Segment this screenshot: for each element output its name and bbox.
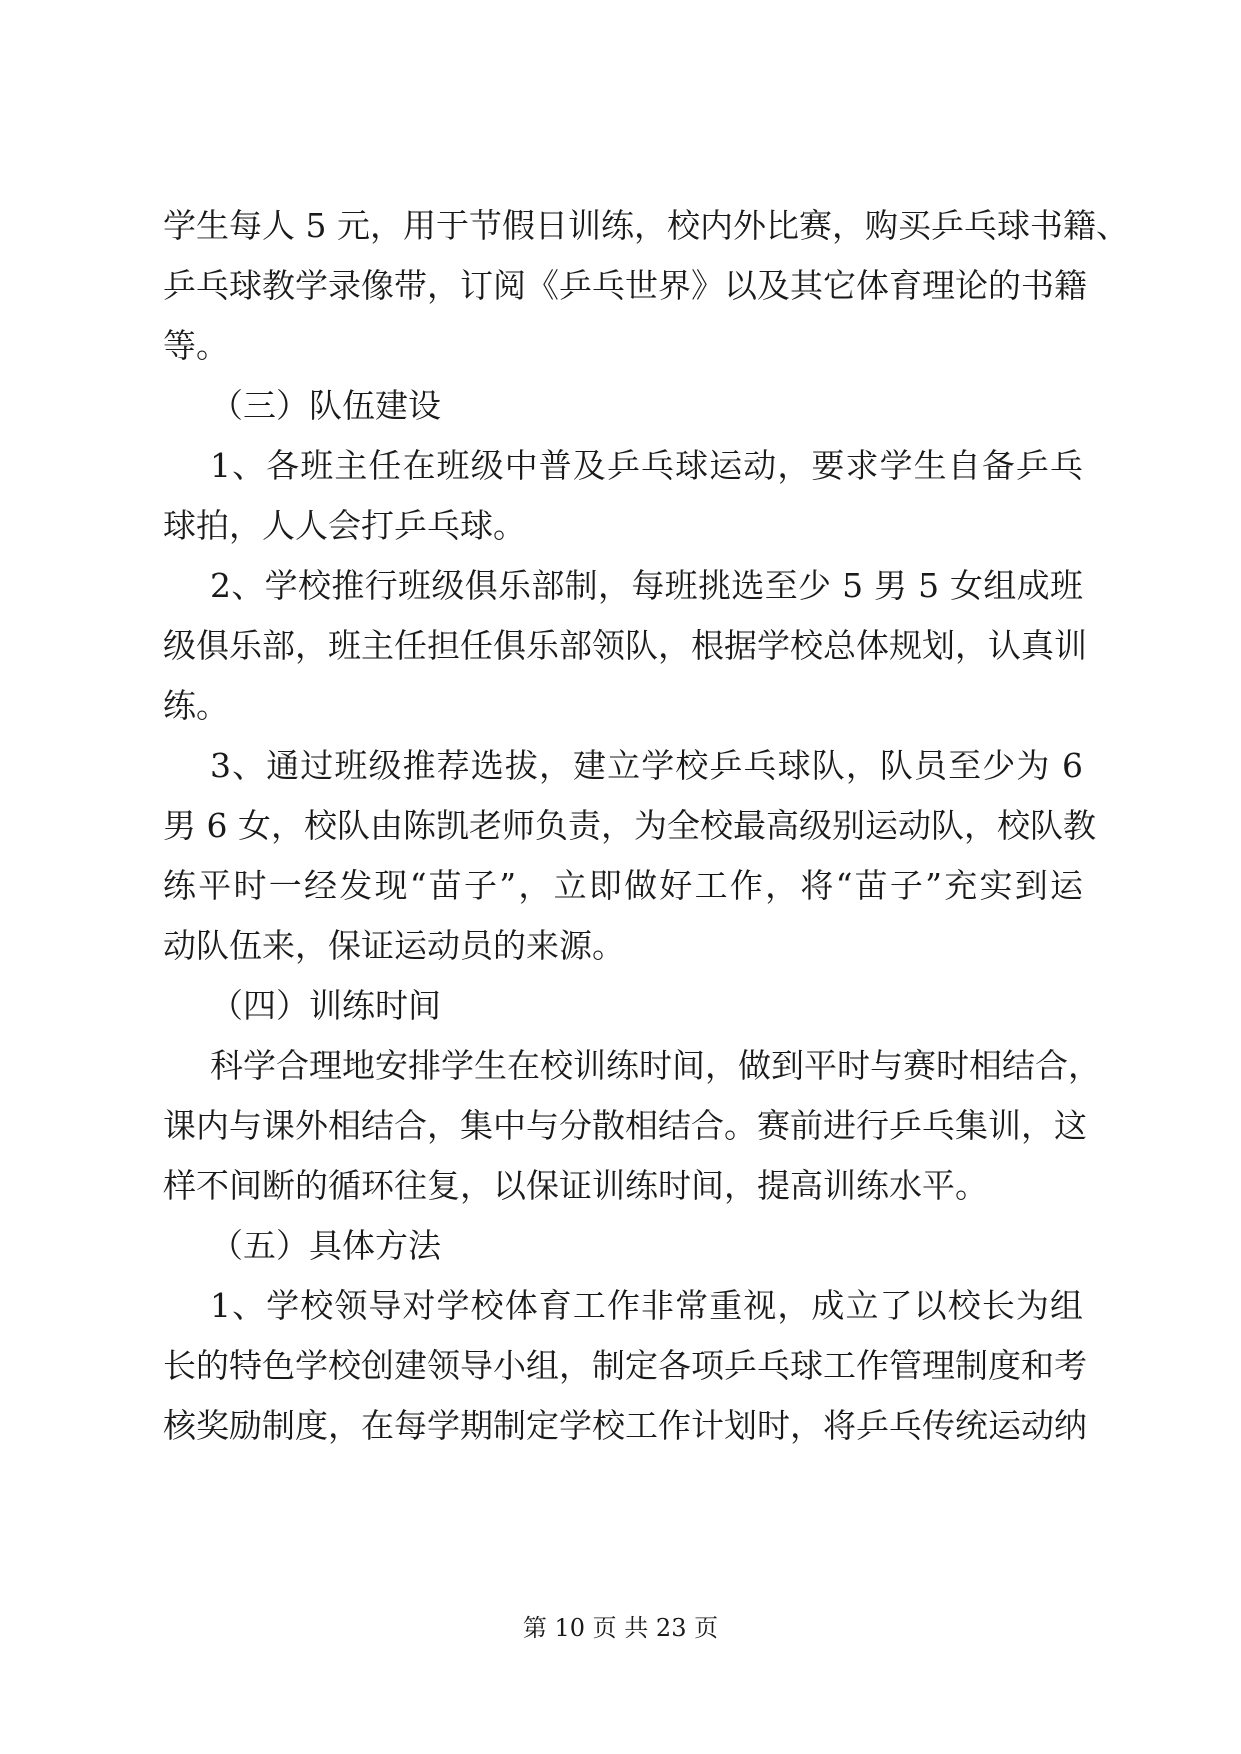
body-text-line: 2、学校推行班级俱乐部制，每班挑选至少 5 男 5 女组成班: [210, 566, 1083, 605]
body-text-line: 级俱乐部，班主任担任俱乐部领队，根据学校总体规划，认真训: [163, 626, 1087, 665]
body-text-line: 科学合理地安排学生在校训练时间，做到平时与赛时相结合，: [210, 1046, 1101, 1085]
body-text-line: 3、通过班级推荐选拔，建立学校乒乓球队，队员至少为 6: [210, 746, 1083, 785]
body-text-line: 1、学校领导对学校体育工作非常重视，成立了以校长为组: [210, 1286, 1083, 1325]
section-heading: （四）训练时间: [210, 986, 441, 1025]
body-text-line: 等。: [163, 326, 229, 365]
page-footer: 第 10 页 共 23 页: [522, 1614, 719, 1642]
body-text-line: 男 6 女，校队由陈凯老师负责，为全校最高级别运动队，校队教: [163, 806, 1096, 845]
body-text-line: 课内与课外相结合，集中与分散相结合。赛前进行乒乓集训，这: [163, 1106, 1087, 1145]
body-text-line: 球拍，人人会打乒乓球。: [163, 506, 526, 545]
body-text-line: 练平时一经发现“苗子”，立即做好工作，将“苗子”充实到运: [163, 866, 1083, 905]
body-text-line: 样不间断的循环往复，以保证训练时间，提高训练水平。: [163, 1166, 988, 1205]
body-text-line: 1、各班主任在班级中普及乒乓球运动，要求学生自备乒乓: [210, 446, 1083, 485]
section-heading: （五）具体方法: [210, 1226, 441, 1265]
body-text-line: 核奖励制度，在每学期制定学校工作计划时，将乒乓传统运动纳: [163, 1406, 1087, 1445]
body-text-line: 乒乓球教学录像带，订阅《乒乓世界》以及其它体育理论的书籍: [163, 266, 1087, 305]
body-text-line: 长的特色学校创建领导小组，制定各项乒乓球工作管理制度和考: [163, 1346, 1087, 1385]
body-text-line: 练。: [163, 686, 229, 725]
body-text-line: 动队伍来，保证运动员的来源。: [163, 926, 625, 965]
section-heading: （三）队伍建设: [210, 386, 441, 425]
body-text-line: 学生每人 5 元，用于节假日训练，校内外比赛，购买乒乓球书籍、: [163, 206, 1129, 245]
